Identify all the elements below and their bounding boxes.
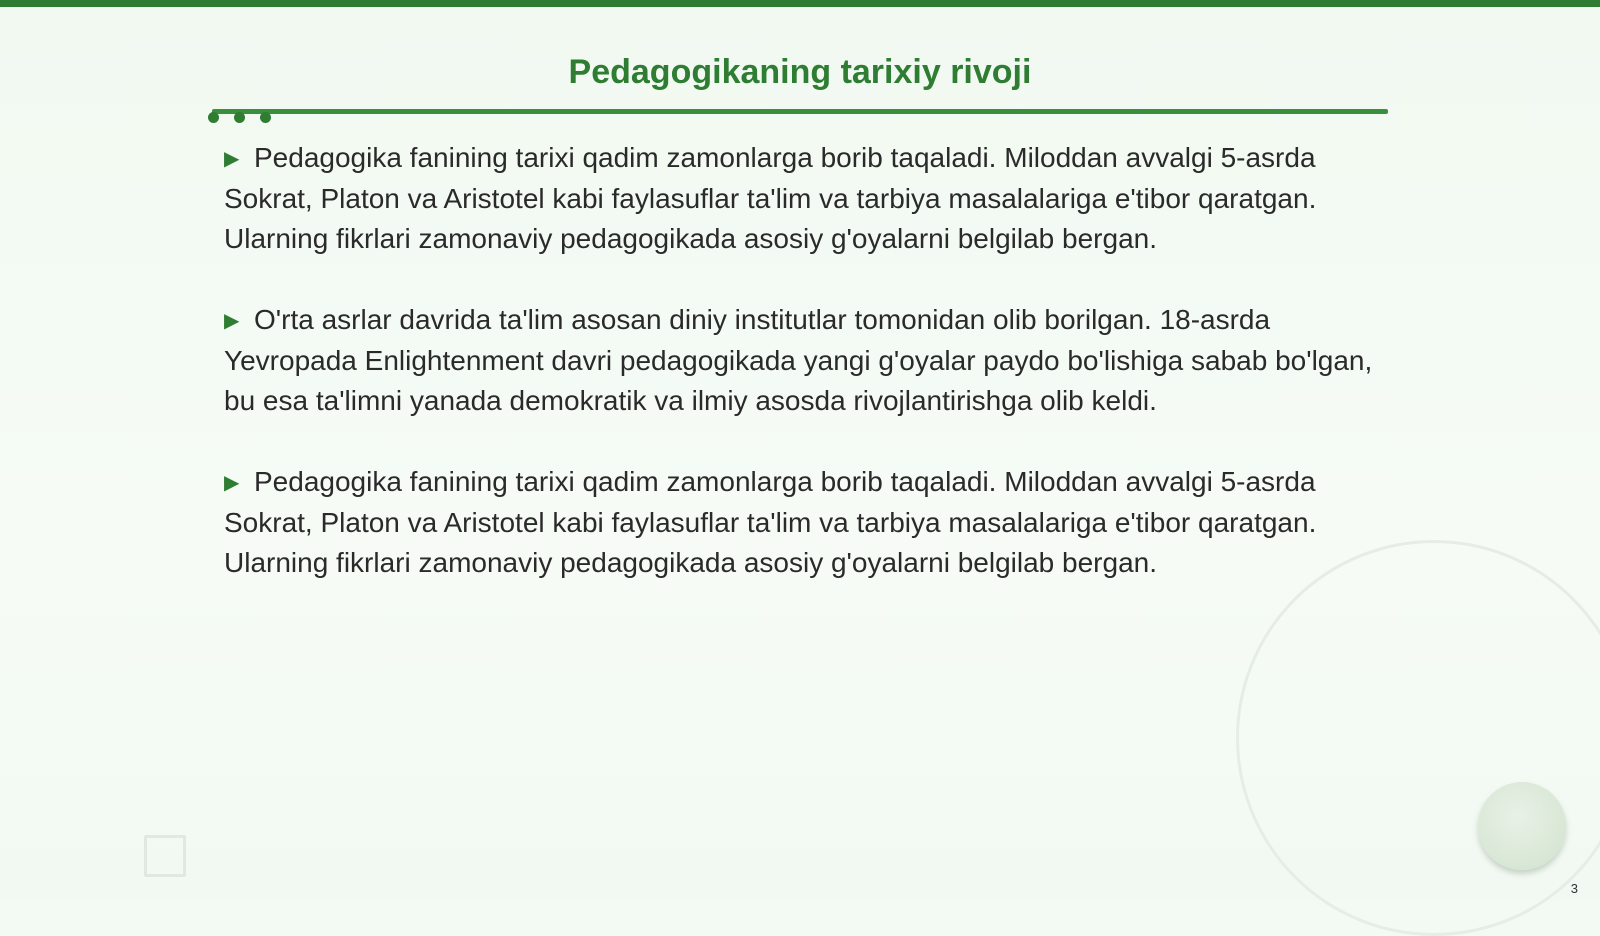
bullet-text: Pedagogika fanining tarixi qadim zamonlarga borib taqaladi. Miloddan avvalgi 5-asrda Sokrat, Platon va Aristotel kabi faylasuflar ta'lim va tarbiya masalalariga e'tibor qaratgan. Ularning fikrlari zamonaviy pedagogikada asosiy g'oyalarni belgilab bergan. (224, 142, 1317, 254)
triangle-right-icon: ▶ (224, 148, 240, 170)
decorative-dot (260, 112, 271, 123)
triangle-right-icon: ▶ (224, 472, 240, 494)
bullet-item (224, 462, 1384, 583)
top-accent-bar (0, 0, 1600, 7)
decorative-dot (234, 112, 245, 123)
title-underline (212, 109, 1388, 114)
bullet-text: O'rta asrlar davrida ta'lim asosan diniy institutlar tomonidan olib borilgan. 18-asrda Yevropada Enlightenment davri pedagogikada yangi g'oyalar paydo bo'lishiga sabab bo'lgan, bu esa ta'limni yanada demokratik va ilmiy asosda rivojlantirishga olib keldi. (224, 304, 1373, 416)
decorative-dot (208, 112, 219, 123)
slide-title: Pedagogikaning tarixiy rivoji (568, 53, 1032, 91)
bullet-list (224, 138, 1384, 624)
decorative-bubble (1478, 782, 1566, 870)
decorative-square (144, 835, 186, 877)
page-number: 3 (1570, 881, 1578, 896)
triangle-right-icon: ▶ (224, 310, 240, 332)
bullet-item (224, 138, 1384, 259)
bullet-text: Pedagogika fanining tarixi qadim zamonlarga borib taqaladi. Miloddan avvalgi 5-asrda Sokrat, Platon va Aristotel kabi faylasuflar ta'lim va tarbiya masalalariga e'tibor qaratgan. Ularning fikrlari zamonaviy pedagogikada asosiy g'oyalarni belgilab bergan. (224, 466, 1317, 578)
bullet-item (224, 300, 1384, 421)
